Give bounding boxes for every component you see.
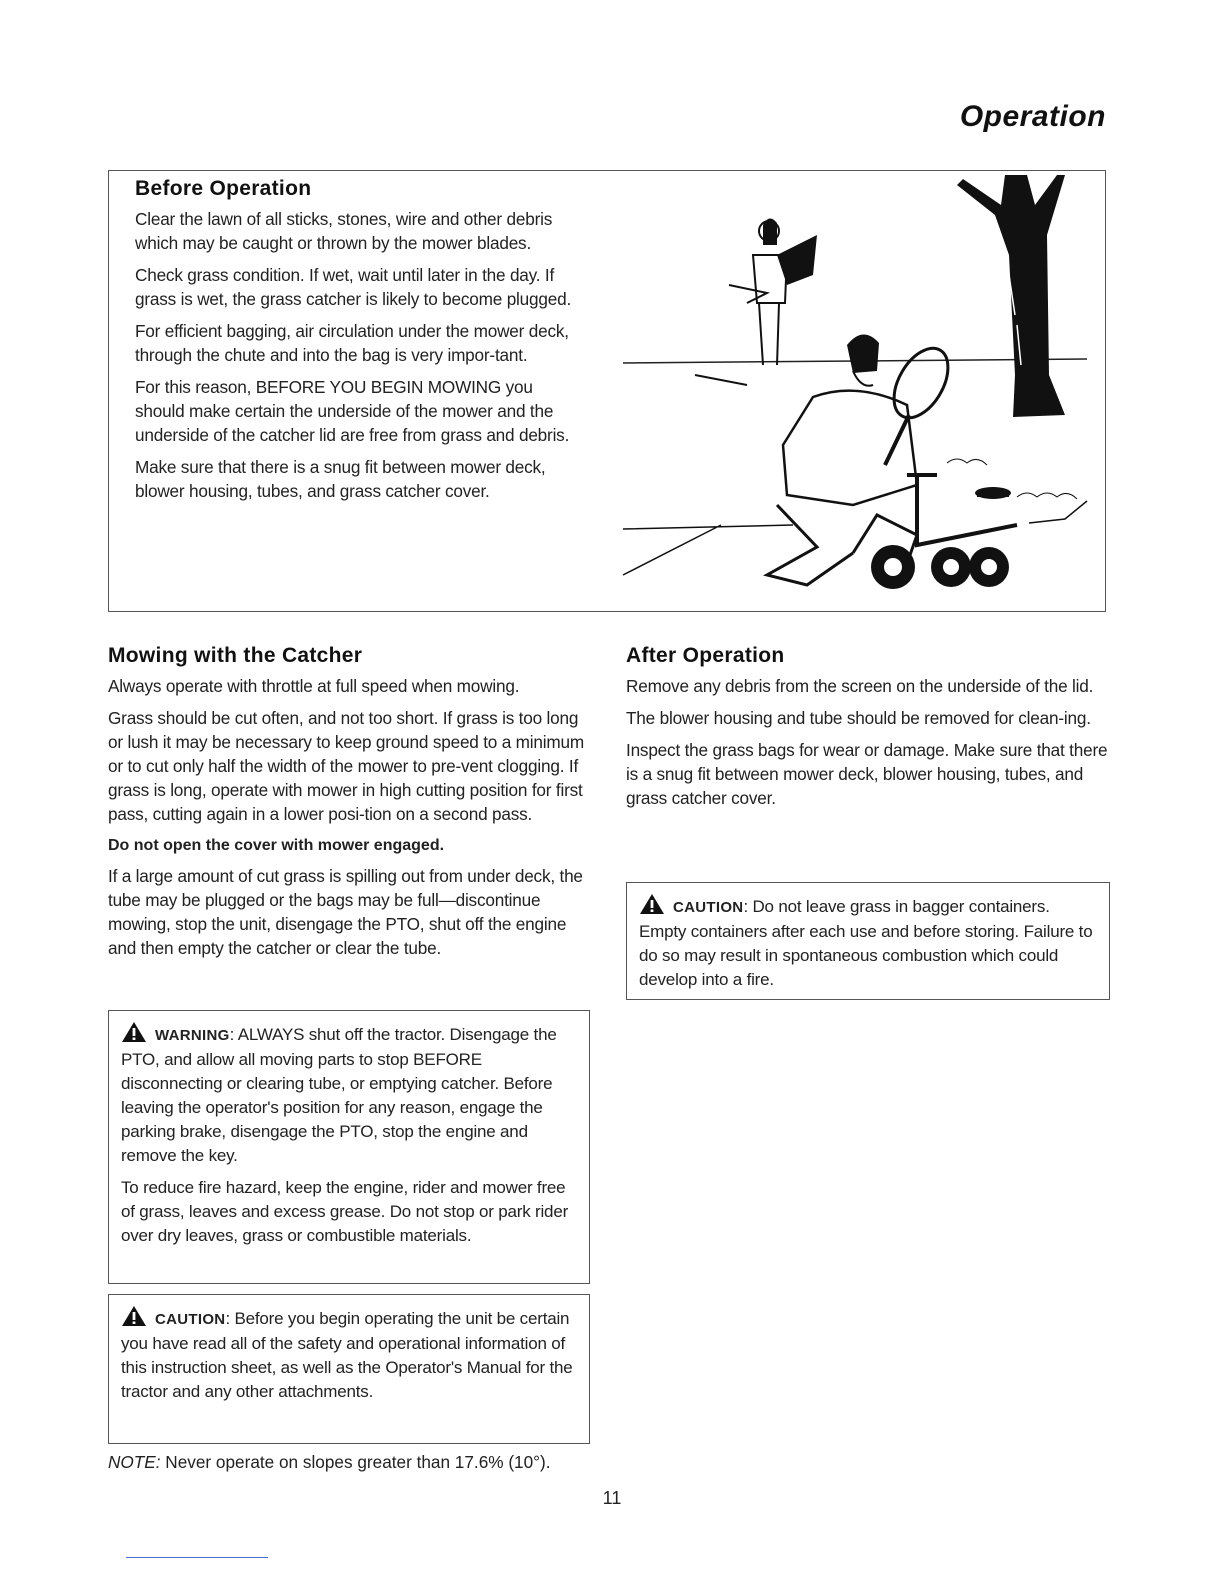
warning-triangle-icon — [639, 893, 665, 915]
after-operation-paragraph: Remove any debris from the screen on the underside of the lid. — [626, 676, 1094, 696]
mowing-paragraph: Always operate with throttle at full speed when mowing. — [108, 676, 520, 696]
page-number: 11 — [602, 1488, 622, 1508]
yard-cleanup-illustration — [617, 175, 1103, 607]
warning-label: WARNING — [155, 1027, 230, 1044]
before-operation-paragraph: Make sure that there is a snug fit between mower deck, blower housing, tubes, and grass catcher cover. — [135, 457, 546, 501]
caution-right-body: : Do not leave grass in bagger containers. Empty containers after each use and before storing. Failure to do so may result in spontaneous combustion which could develop into a fire. — [639, 897, 1093, 989]
before-operation-paragraph: For this reason, BEFORE YOU BEGIN MOWING you should make certain the underside of the mower and the underside of the catcher lid are free from grass and debris. — [135, 377, 570, 445]
after-operation-heading: After Operation — [626, 644, 785, 667]
caution-left-text — [121, 1305, 575, 1404]
left-column — [108, 644, 590, 968]
footer-rule — [126, 1557, 268, 1558]
before-operation-heading: Before Operation — [135, 177, 312, 200]
caution-right-label: CAUTION — [673, 899, 744, 916]
warning-fire-text: To reduce fire hazard, keep the engine, rider and mower free of grass, leaves and excess grease. Do not stop or park rider over dry leaves, grass or combustible materials. — [121, 1178, 569, 1245]
caution-right-text — [639, 893, 1095, 992]
mowing-paragraph: If a large amount of cut grass is spilling out from under deck, the tube may be plugged or the bags may be full—discontinue mowing, stop the unit, disengage the PTO, shut off the engine and then empty the catcher or clear the tube. — [108, 866, 583, 958]
mowing-heading: Mowing with the Catcher — [108, 644, 363, 667]
note-label: NOTE: — [108, 1452, 161, 1472]
mowing-paragraph: Grass should be cut often, and not too short. If grass is too long or lush it may be necessary to keep ground speed to a minimum or to cut only half the width of the mower to pre-vent clogging. If grass is long, operate with mower in high cutting position for first pass, cutting again in a lower posi-tion on a second pass. — [108, 708, 584, 824]
caution-left-label: CAUTION — [155, 1311, 226, 1328]
warning-triangle-icon — [121, 1021, 147, 1043]
before-operation-paragraph: Clear the lawn of all sticks, stones, wire and other debris which may be caught or thrown by the mower blades. — [135, 209, 553, 253]
warning-body: : ALWAYS shut off the tractor. Disengage the PTO, and allow all moving parts to stop BEFORE disconnecting or clearing tube, or emptying catcher. Before leaving the operator's position for any reason, engage the parking brake, disengage the PTO, stop the engine and remove the key. — [121, 1025, 557, 1165]
before-operation-text — [135, 177, 585, 511]
right-column — [626, 644, 1110, 818]
mowing-bold-note: Do not open the cover with mower engaged. — [108, 837, 445, 854]
note-text: Never operate on slopes greater than 17.6% (10°). — [160, 1452, 551, 1472]
slope-note — [108, 1452, 590, 1473]
after-operation-paragraph: Inspect the grass bags for wear or damage. Make sure that there is a snug fit between mower deck, blower housing, tubes, and grass catcher cover. — [626, 740, 1108, 808]
section-header: Operation — [959, 100, 1106, 133]
after-operation-paragraph: The blower housing and tube should be removed for clean-ing. — [626, 708, 1091, 728]
caution-box-right — [626, 882, 1110, 1000]
warning-triangle-icon — [121, 1305, 147, 1327]
before-operation-box — [108, 170, 1106, 612]
caution-box-left — [108, 1294, 590, 1444]
before-operation-paragraph: For efficient bagging, air circulation under the mower deck, through the chute and into the bag is very impor-tant. — [135, 321, 569, 365]
before-operation-paragraph: Check grass condition. If wet, wait until later in the day. If grass is wet, the grass catcher is likely to become plugged. — [135, 265, 572, 309]
warning-text — [121, 1021, 575, 1168]
caution-left-body: : Before you begin operating the unit be certain you have read all of the safety and operational information of this instruction sheet, as well as the Operator's Manual for the tractor and any other attachments. — [121, 1309, 573, 1401]
warning-box — [108, 1010, 590, 1284]
